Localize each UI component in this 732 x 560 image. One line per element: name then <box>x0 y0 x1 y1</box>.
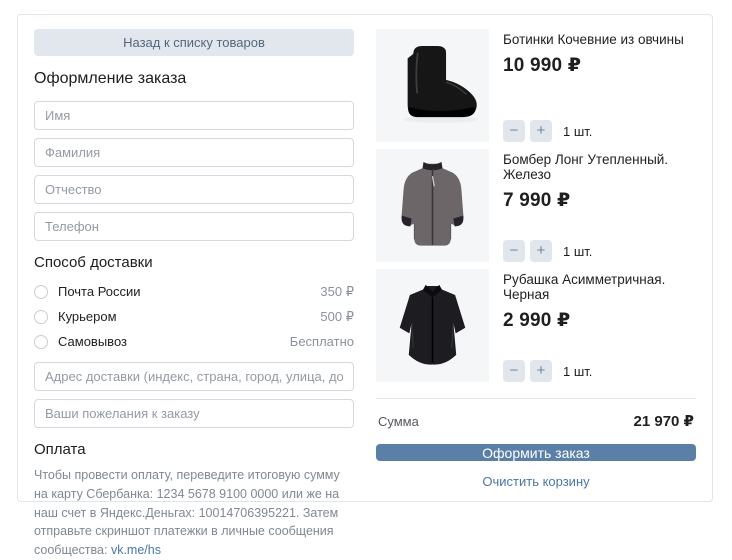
radio-icon[interactable] <box>34 285 48 299</box>
delivery-option-price: 350 ₽ <box>320 283 354 299</box>
payment-instructions-text: Чтобы провести оплату, переведите итоговую сумму на карту Сбербанка: 1234 5678 9100 0000 или же на наш счет в Яндекс.Деньгах: 10014706395221. Затем отправьте скриншот платежки в личные сообщения сообщества: <box>34 468 340 557</box>
delivery-option-courier[interactable] <box>34 304 354 329</box>
product-info <box>503 269 696 382</box>
summary-label: Сумма <box>378 413 419 429</box>
quantity-controls <box>503 240 696 262</box>
delivery-option-label: Курьером <box>58 309 117 324</box>
quantity-controls <box>503 360 696 382</box>
boot-icon <box>376 29 489 142</box>
order-form <box>34 29 354 557</box>
product-image <box>376 149 489 262</box>
coat-icon <box>376 149 489 262</box>
increase-quantity-button[interactable]: + <box>530 120 552 142</box>
summary-row <box>376 399 696 444</box>
product-title: Рубашка Асимметричная. Черная <box>503 272 666 302</box>
checkout-button[interactable]: Оформить заказ <box>376 444 696 461</box>
delivery-option-price: 500 ₽ <box>320 308 354 324</box>
delivery-address-input[interactable] <box>34 362 354 391</box>
first-name-input[interactable] <box>34 101 354 130</box>
clear-cart-link[interactable]: Очистить корзину <box>482 474 590 489</box>
delivery-option-price: Бесплатно <box>289 334 354 349</box>
checkout-card <box>17 14 713 557</box>
order-wishes-input[interactable] <box>34 399 354 428</box>
radio-icon[interactable] <box>34 335 48 349</box>
quantity-count: 1 шт. <box>563 243 593 259</box>
decrease-quantity-button[interactable]: − <box>503 360 525 382</box>
product-price: 7 990 ₽ <box>503 190 571 211</box>
delivery-option-label: Почта России <box>58 284 141 299</box>
payment-instructions <box>34 466 354 560</box>
cart-item <box>376 149 696 262</box>
product-image <box>376 29 489 142</box>
product-image <box>376 269 489 382</box>
payment-title: Оплата <box>34 441 86 458</box>
increase-quantity-button[interactable]: + <box>530 360 552 382</box>
delivery-option-russian-post[interactable] <box>34 279 354 304</box>
back-to-products-button[interactable]: Назад к списку товаров <box>34 29 354 56</box>
product-info <box>503 149 696 262</box>
product-price: 2 990 ₽ <box>503 310 571 331</box>
decrease-quantity-button[interactable]: − <box>503 120 525 142</box>
summary-total: 21 970 ₽ <box>633 413 694 430</box>
radio-icon[interactable] <box>34 310 48 324</box>
quantity-count: 1 шт. <box>563 363 593 379</box>
quantity-count: 1 шт. <box>563 123 593 139</box>
product-info <box>503 29 696 142</box>
last-name-input[interactable] <box>34 138 354 167</box>
product-title: Бомбер Лонг Утепленный. Железо <box>503 152 669 182</box>
product-title: Ботинки Кочевние из овчины <box>503 32 684 47</box>
increase-quantity-button[interactable]: + <box>530 240 552 262</box>
delivery-title: Способ доставки <box>34 254 153 271</box>
product-price: 10 990 ₽ <box>503 55 582 76</box>
middle-name-input[interactable] <box>34 175 354 204</box>
phone-input[interactable] <box>34 212 354 241</box>
cart-item <box>376 29 696 142</box>
shirt-icon <box>376 269 489 382</box>
delivery-option-label: Самовывоз <box>58 334 127 349</box>
cart-item <box>376 269 696 382</box>
cart <box>376 29 696 489</box>
quantity-controls <box>503 120 696 142</box>
form-title: Оформление заказа <box>34 70 187 87</box>
payment-community-link[interactable]: vk.me/hs <box>110 543 161 557</box>
decrease-quantity-button[interactable]: − <box>503 240 525 262</box>
delivery-option-pickup[interactable] <box>34 329 354 354</box>
